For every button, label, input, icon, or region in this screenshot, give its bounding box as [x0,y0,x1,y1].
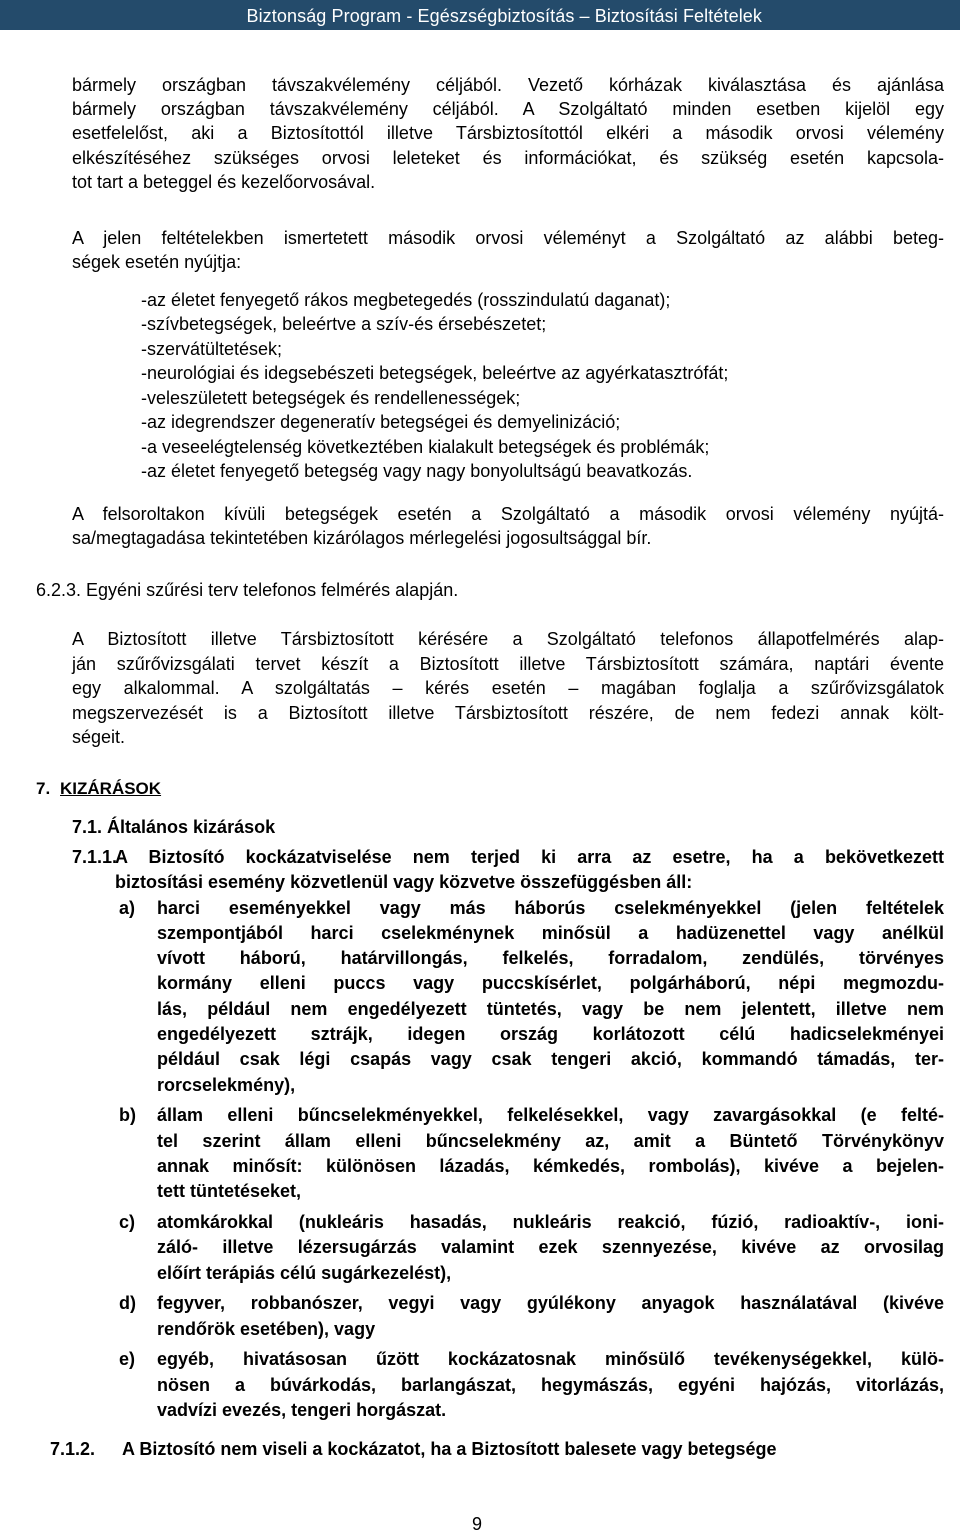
item-d-line: fegyver, robbanószer, vegyi vagy gyúlékony anyagok használatával (kivéve [157,1293,944,1313]
item-e-line: egyéb, hivatásosan űzött kockázatosnak minősülő tevékenységekkel, külö- [157,1349,944,1369]
section-623-line: A Biztosított illetve Társbiztosított kérésére a Szolgáltató telefonos állapotfelmérés alap- [72,629,944,649]
intro-line: elkészítéséhez szükséges orvosi leleteket és információkat, és szükség esetén kapcsola- [72,148,944,168]
item-e-line: vadvízi evezés, tengeri horgászat. [157,1400,447,1420]
item-a-line: vívott háború, határvillongás, felkelés, forradalom, zendülés, törvényes [157,948,944,968]
item-711-line: A Biztosító kockázatviselése nem terjed ki arra az esetre, ha a bekövetkezett [115,847,944,867]
second-opinion-outro: sa/megtagadása tekintetében kizárólagos mérlegelési jogosultsággal bír. [72,528,652,548]
intro-line: tot tart a beteggel és kezelőorvosával. [72,172,376,192]
item-a-line: szempontjából harci cselekménynek minősül a hadüzenettel vagy anélkül [157,923,944,943]
item-712-text: A Biztosító nem viseli a kockázatot, ha a Biztosított balesete vagy betegsége [122,1439,777,1459]
item-a-line: lás, például nem engedélyezett tüntetés, vagy be nem jelentett, illetve nem [157,999,944,1019]
header-bar [0,0,960,30]
section-71-heading: 7.1. Általános kizárások [72,817,276,837]
item-b-line: tel szerint állam elleni bűncselekmény az, amit a Büntető Törvénykönyv [157,1131,944,1151]
item-label: a) [119,898,136,918]
item-a-line: engedélyezett sztrájk, idegen ország korlátozott célú hadicselekményei [157,1024,944,1044]
list-item: -az életet fenyegető rákos megbetegedés (rosszindulatú daganat); [141,290,671,310]
intro-line: esetfelelőst, aki a Biztosítottól illetve Társbiztosítottól elkéri a második orvosi vélemény [72,123,944,143]
list-item: -a veseelégtelenség következtében kialakult betegségek és problémák; [141,437,710,457]
item-c-line: záló- illetve lézersugárzás valamint ezek szennyezése, kivéve az orvosilag [157,1237,944,1257]
list-item: -szervátültetések; [141,339,283,359]
section-heading-623: 6.2.3. Egyéni szűrési terv telefonos felmérés alapján. [36,580,459,600]
item-712-number: 7.1.2. [50,1439,96,1459]
intro-line: bármely országban távszakvélemény céljából. Vezető kórházak kiválasztása és ajánlása [72,75,944,95]
item-b-line: tett tüntetéseket, [157,1181,302,1201]
item-a-line: rorcselekmény), [157,1075,296,1095]
item-c-line: atomkárokkal (nukleáris hasadás, nukleáris reakció, fúzió, radioaktív-, ioni- [157,1212,944,1232]
section-7-title: KIZÁRÁSOK [60,779,162,798]
item-a-line: harci eseményekkel vagy más háborús cselekményekkel (jelen feltételek [157,898,944,918]
section-7-number: 7. [36,779,51,798]
list-item: -szívbetegségek, beleértve a szív-és érsebészetet; [141,314,547,334]
document-title: Biztonság Program - Egészségbiztosítás – Biztosítási Feltételek [246,6,762,26]
item-label: e) [119,1349,136,1369]
item-label: b) [119,1105,136,1125]
item-711-line: biztosítási esemény közvetlenül vagy közvetve összefüggésben áll: [115,872,693,892]
item-711-number: 7.1.1. [72,847,118,867]
item-label: d) [119,1293,136,1313]
section-623-line: megszervezését is a Biztosított illetve Társbiztosított részére, de nem fedezi annak költ- [72,703,944,723]
item-b-line: állam elleni bűncselekményekkel, felkelésekkel, vagy zavargásokkal (e felté- [157,1105,944,1125]
list-item: -az életet fenyegető betegség vagy nagy bonyolultságú beavatkozás. [141,461,693,481]
list-item: -az idegrendszer degeneratív betegségei és demyelinizáció; [141,412,621,432]
second-opinion-outro: A felsoroltakon kívüli betegségek esetén a Szolgáltató a második orvosi vélemény nyújtá- [72,504,944,524]
item-a-line: kormány elleni puccs vagy puccskísérlet, polgárháború, népi megmozdu- [157,973,944,993]
second-opinion-line: A jelen feltételekben ismertetett második orvosi véleményt a Szolgáltató az alábbi beteg- [72,228,944,248]
item-a-line: például csak légi csapás vagy csak tengeri akció, kommandó támadás, ter- [157,1049,944,1069]
section-623-line: ján szűrővizsgálati tervet készít a Biztosított illetve Társbiztosított számára, naptári évente [72,654,944,674]
page-number: 9 [472,1514,483,1534]
second-opinion-line: ségek esetén nyújtja: [72,252,242,272]
section-623-line: egy alkalommal. A szolgáltatás – kérés esetén – magában foglalja a szűrővizsgálatok [72,678,944,698]
section-623-line: ségeit. [72,727,126,747]
item-label: c) [119,1212,136,1232]
list-item: -neurológiai és idegsebészeti betegségek, beleértve az agyérkatasztrófát; [141,363,729,383]
item-d-line: rendőrök esetében), vagy [157,1319,376,1339]
item-e-line: nösen a búvárkodás, barlangászat, hegymászás, egyéni hajózás, vitorlázás, [157,1375,944,1395]
list-item: -veleszületett betegségek és rendellenességek; [141,388,521,408]
intro-line: bármely országban távszakvélemény céljából. A Szolgáltató minden esetben kijelöl egy [72,99,944,119]
item-b-line: annak minősít: különösen lázadás, kémkedés, rombolás), kivéve a bejelen- [157,1156,944,1176]
item-c-line: előírt terápiás célú sugárkezelést), [157,1263,452,1283]
